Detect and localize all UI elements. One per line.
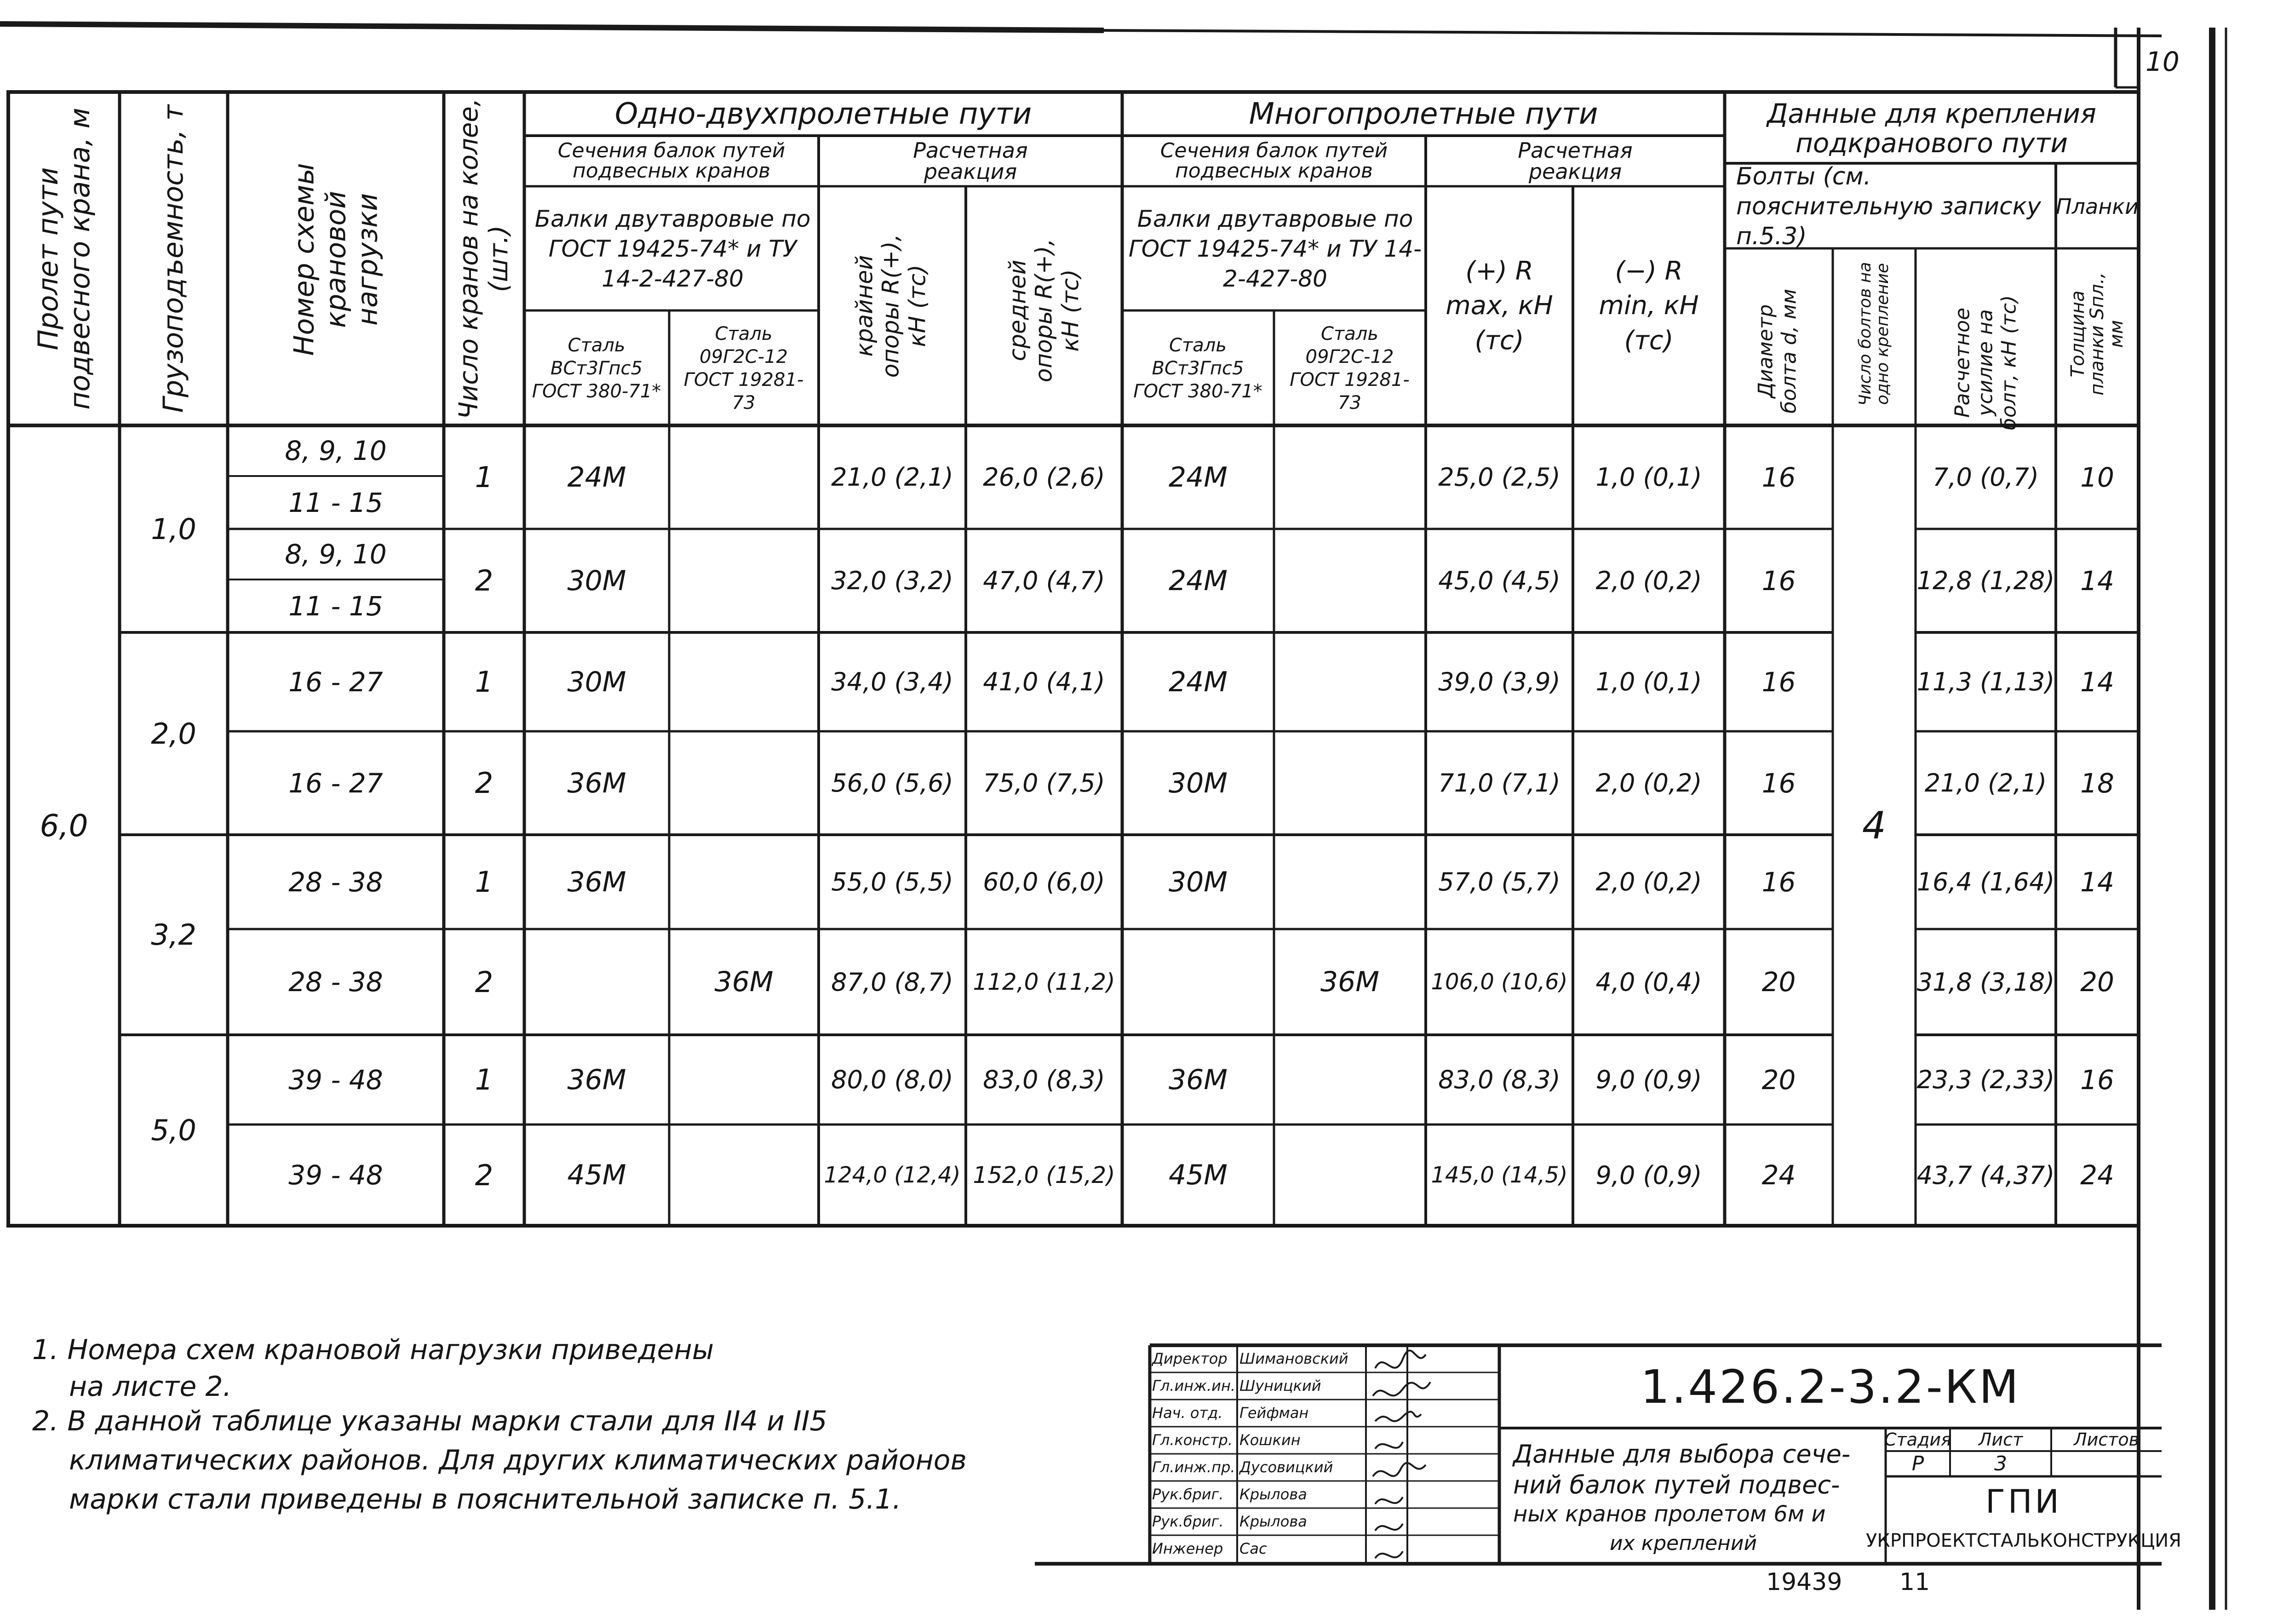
sig-role-3: Нач. отд. bbox=[1152, 1404, 1223, 1422]
stamp-org-abbr: ГПИ bbox=[1985, 1483, 2062, 1521]
row-1-scheme-b: 11 - 15 bbox=[288, 487, 383, 518]
header-r-min: (−) R min, кН (тс) bbox=[1599, 256, 1699, 356]
row-5-s2 bbox=[669, 835, 819, 929]
row-1-force: 7,0 (0,7) bbox=[1932, 463, 2039, 492]
note-2-cont-2: марки стали приведены в пояснительной записке п. 5.1. bbox=[69, 1483, 901, 1515]
capacity-1: 1,0 bbox=[151, 512, 196, 546]
row-4-thick: 18 bbox=[2080, 767, 2114, 799]
sig-name-6: Крылова bbox=[1239, 1486, 1307, 1503]
header-bolt-force: Расчетное усилие на болт, кН (тс) bbox=[1951, 295, 2021, 430]
row-8-scheme: 39 - 48 bbox=[288, 1159, 383, 1191]
header-beam-sections-multi: Сечения балок путей подвесных кранов bbox=[1160, 139, 1388, 183]
row-2-rmax: 45,0 (4,5) bbox=[1438, 566, 1560, 595]
row-4-r-end: 56,0 (5,6) bbox=[831, 769, 953, 798]
header-group-fix: Данные для крепления подкранового пути bbox=[1767, 98, 2096, 159]
row-7-s2 bbox=[669, 1035, 819, 1125]
note-2: 2. В данной таблице указаны марки стали для II4 и II5 bbox=[32, 1405, 827, 1437]
row-8-rmax: 145,0 (14,5) bbox=[1431, 1162, 1568, 1188]
sig-role-5: Гл.инж.пр. bbox=[1152, 1458, 1235, 1476]
row-7-cranes: 1 bbox=[475, 1063, 493, 1096]
bolt-count-value: 4 bbox=[1862, 803, 1887, 848]
row-5-s1: 36М bbox=[567, 866, 626, 898]
header-r-max: (+) R max, кН (тс) bbox=[1446, 256, 1553, 356]
row-4-m1: 30М bbox=[1168, 767, 1228, 799]
row-6-m2: 36М bbox=[1320, 966, 1380, 998]
header-design-reaction: Расчетная реакция bbox=[913, 138, 1028, 184]
sig-name-1: Шимановский bbox=[1239, 1350, 1348, 1367]
row-4-force: 21,0 (2,1) bbox=[1924, 769, 2047, 798]
row-1-rmin: 1,0 (0,1) bbox=[1595, 463, 1702, 492]
row-3-d: 16 bbox=[1761, 666, 1796, 698]
row-4-s1: 36М bbox=[567, 767, 626, 799]
sig-name-4: Кошкин bbox=[1239, 1431, 1301, 1449]
row-2-m2 bbox=[1274, 529, 1426, 632]
row-1-m2 bbox=[1274, 425, 1426, 529]
row-5-force: 16,4 (1,64) bbox=[1916, 867, 2055, 896]
sig-name-3: Гейфман bbox=[1239, 1404, 1309, 1422]
header-cranes: Число кранов на колее, (шт.) bbox=[454, 98, 514, 419]
stamp-title-2: ний балок путей подвес- bbox=[1513, 1470, 1840, 1499]
row-6-scheme: 28 - 38 bbox=[288, 966, 383, 998]
stamp-code: 1.426.2-3.2-КМ bbox=[1640, 1360, 2021, 1414]
sig-name-7: Крылова bbox=[1239, 1513, 1307, 1530]
row-1-r-end: 21,0 (2,1) bbox=[831, 463, 953, 492]
sig-name-2: Шуницкий bbox=[1239, 1377, 1321, 1394]
sig-role-7: Рук.бриг. bbox=[1152, 1513, 1224, 1530]
row-5-cranes: 1 bbox=[475, 865, 493, 899]
row-1-d: 16 bbox=[1761, 461, 1796, 493]
archive-number: 19439 bbox=[1766, 1568, 1842, 1596]
row-2-s1: 30М bbox=[567, 564, 626, 597]
stamp-stage-label: Стадия bbox=[1884, 1429, 1951, 1450]
row-6-cranes: 2 bbox=[475, 965, 493, 999]
row-2-m1: 24М bbox=[1168, 564, 1228, 597]
row-6-rmin: 4,0 (0,4) bbox=[1595, 967, 1702, 997]
stamp-sheet-value: 3 bbox=[1994, 1452, 2007, 1475]
note-1: 1. Номера схем крановой нагрузки приведены bbox=[32, 1334, 714, 1366]
capacity-2: 2,0 bbox=[151, 717, 196, 751]
row-2-s2 bbox=[669, 529, 819, 632]
row-4-rmax: 71,0 (7,1) bbox=[1438, 769, 1560, 798]
capacity-4: 5,0 bbox=[151, 1113, 196, 1147]
row-6-r-mid: 112,0 (11,2) bbox=[973, 969, 1115, 995]
header-beams-gost: Балки двутавровые по ГОСТ 19425-74* и ТУ 14-2-427-80 bbox=[534, 205, 811, 292]
row-6-rmax: 106,0 (10,6) bbox=[1431, 969, 1568, 995]
row-3-rmin: 1,0 (0,1) bbox=[1595, 667, 1702, 696]
row-1-m1: 24М bbox=[1168, 461, 1228, 494]
header-group-single: Одно-двухпролетные пути bbox=[614, 97, 1032, 131]
row-5-d: 16 bbox=[1761, 866, 1796, 898]
row-2-d: 16 bbox=[1761, 565, 1796, 597]
row-1-rmax: 25,0 (2,5) bbox=[1438, 463, 1560, 492]
row-3-scheme: 16 - 27 bbox=[288, 666, 383, 698]
stamp-stage-value: Р bbox=[1911, 1452, 1924, 1475]
header-support-mid: средней опоры R(+), кН (тс) bbox=[1004, 238, 1084, 383]
row-2-scheme-b: 11 - 15 bbox=[288, 590, 383, 622]
header-bolt-diam: Диаметр болта d, мм bbox=[1754, 288, 1801, 414]
header-bolts: Болты (см. пояснительную записку п.5.3) bbox=[1736, 162, 2041, 250]
header-scheme: Номер схемы крановой нагрузки bbox=[288, 163, 384, 356]
sig-role-1: Директор bbox=[1152, 1350, 1228, 1367]
row-8-force: 43,7 (4,37) bbox=[1916, 1160, 2055, 1190]
row-8-r-mid: 152,0 (15,2) bbox=[973, 1162, 1115, 1188]
row-6-thick: 20 bbox=[2080, 966, 2114, 998]
stamp-title-4: их креплений bbox=[1610, 1532, 1757, 1555]
row-4-scheme: 16 - 27 bbox=[288, 767, 383, 799]
row-8-cranes: 2 bbox=[475, 1158, 493, 1192]
row-2-cranes: 2 bbox=[475, 564, 493, 597]
stamp-title-3: ных кранов пролетом 6м и bbox=[1513, 1501, 1826, 1527]
row-7-thick: 16 bbox=[2080, 1064, 2114, 1096]
row-3-r-mid: 41,0 (4,1) bbox=[983, 667, 1105, 696]
row-2-rmin: 2,0 (0,2) bbox=[1595, 566, 1702, 595]
row-4-r-mid: 75,0 (7,5) bbox=[983, 769, 1105, 798]
header-bolt-count: Число болтов на одно крепление bbox=[1856, 262, 1892, 406]
row-2-thick: 14 bbox=[2080, 565, 2114, 597]
row-6-s2: 36М bbox=[714, 966, 774, 998]
stamp-org-name: УКРПРОЕКТСТАЛЬКОНСТРУКЦИЯ bbox=[1866, 1530, 2181, 1551]
row-8-thick: 24 bbox=[2080, 1159, 2114, 1191]
row-6-force: 31,8 (3,18) bbox=[1916, 967, 2055, 997]
row-7-d: 20 bbox=[1761, 1064, 1796, 1096]
row-5-m2 bbox=[1274, 835, 1426, 929]
row-2-scheme-a: 8, 9, 10 bbox=[285, 539, 387, 570]
stamp-sheets-label: Листов bbox=[2074, 1429, 2139, 1450]
span-value: 6,0 bbox=[40, 808, 88, 844]
row-8-m2 bbox=[1274, 1125, 1426, 1226]
row-5-m1: 30М bbox=[1168, 866, 1228, 898]
row-1-s2 bbox=[669, 425, 819, 529]
row-8-d: 24 bbox=[1761, 1159, 1796, 1191]
sig-role-4: Гл.констр. bbox=[1152, 1431, 1233, 1449]
capacity-3: 3,2 bbox=[151, 918, 196, 952]
header-steel-1: Сталь ВСт3Гпс5 ГОСТ 380-71* bbox=[532, 335, 661, 402]
header-span: Пролет пути подвесного крана, м bbox=[32, 108, 96, 410]
note-1-cont: на листе 2. bbox=[69, 1371, 232, 1403]
row-6-m1 bbox=[1122, 929, 1274, 1035]
header-plates: Планки bbox=[2056, 194, 2139, 219]
row-7-scheme: 39 - 48 bbox=[288, 1064, 383, 1096]
header-beam-sections: Сечения балок путей подвесных кранов bbox=[557, 139, 786, 183]
row-3-m1: 24М bbox=[1168, 666, 1228, 698]
row-8-rmin: 9,0 (0,9) bbox=[1595, 1160, 1702, 1190]
row-7-r-mid: 83,0 (8,3) bbox=[983, 1065, 1105, 1094]
row-4-m2 bbox=[1274, 731, 1426, 835]
row-7-rmin: 9,0 (0,9) bbox=[1595, 1065, 1702, 1094]
row-3-thick: 14 bbox=[2080, 666, 2114, 698]
row-8-m1: 45М bbox=[1168, 1159, 1228, 1191]
row-3-cranes: 1 bbox=[475, 665, 493, 699]
header-beams-gost-multi: Балки двутавровые по ГОСТ 19425-74* и ТУ 14-2-427-80 bbox=[1128, 205, 1422, 292]
row-1-cranes: 1 bbox=[475, 460, 493, 494]
row-5-thick: 14 bbox=[2080, 866, 2114, 898]
row-3-s2 bbox=[669, 632, 819, 731]
row-2-r-mid: 47,0 (4,7) bbox=[983, 566, 1105, 595]
row-5-rmin: 2,0 (0,2) bbox=[1595, 867, 1702, 896]
header-capacity: Грузоподъемность, т bbox=[157, 104, 189, 413]
row-8-r-end: 124,0 (12,4) bbox=[824, 1162, 961, 1188]
header-group-multi: Многопролетные пути bbox=[1249, 97, 1598, 131]
row-7-rmax: 83,0 (8,3) bbox=[1438, 1065, 1560, 1094]
row-1-s1: 24М bbox=[567, 461, 626, 494]
row-5-scheme: 28 - 38 bbox=[288, 866, 383, 898]
row-4-rmin: 2,0 (0,2) bbox=[1595, 769, 1702, 798]
row-1-scheme-a: 8, 9, 10 bbox=[285, 435, 387, 466]
sig-name-8: Сас bbox=[1239, 1540, 1267, 1557]
row-3-force: 11,3 (1,13) bbox=[1916, 667, 2055, 696]
sig-role-8: Инженер bbox=[1152, 1540, 1223, 1557]
header-steel-2-multi: Сталь 09Г2С-12 ГОСТ 19281-73 bbox=[1290, 323, 1410, 413]
row-5-r-end: 55,0 (5,5) bbox=[831, 867, 953, 896]
row-5-rmax: 57,0 (5,7) bbox=[1438, 867, 1560, 896]
row-3-m2 bbox=[1274, 632, 1426, 731]
row-2-force: 12,8 (1,28) bbox=[1916, 566, 2055, 595]
row-5-r-mid: 60,0 (6,0) bbox=[983, 867, 1105, 896]
row-4-s2 bbox=[669, 731, 819, 835]
header-support-end: крайней опоры R(+), кН (тс) bbox=[851, 234, 931, 378]
row-7-r-end: 80,0 (8,0) bbox=[831, 1065, 953, 1094]
stamp-title-1: Данные для выбора сече- bbox=[1513, 1440, 1851, 1469]
row-7-s1: 36М bbox=[567, 1063, 626, 1096]
row-8-s2 bbox=[669, 1125, 819, 1226]
row-4-d: 16 bbox=[1761, 767, 1796, 799]
header-steel-1-multi: Сталь ВСт3Гпс5 ГОСТ 380-71* bbox=[1133, 335, 1262, 402]
row-7-force: 23,3 (2,33) bbox=[1916, 1065, 2055, 1094]
row-7-m2 bbox=[1274, 1035, 1426, 1125]
sig-role-6: Рук.бриг. bbox=[1152, 1486, 1224, 1503]
row-1-r-mid: 26,0 (2,6) bbox=[983, 463, 1105, 492]
header-steel-2: Сталь 09Г2С-12 ГОСТ 19281-73 bbox=[683, 323, 804, 413]
archive-mark: 11 bbox=[1899, 1568, 1930, 1596]
row-3-rmax: 39,0 (3,9) bbox=[1438, 667, 1560, 696]
corner-sheet-number: 10 bbox=[2146, 46, 2180, 77]
row-3-r-end: 34,0 (3,4) bbox=[831, 667, 953, 696]
header-design-reaction-multi: Расчетная реакция bbox=[1518, 138, 1633, 184]
row-7-m1: 36М bbox=[1168, 1063, 1228, 1096]
row-1-thick: 10 bbox=[2080, 461, 2114, 493]
stamp-sheet-label: Лист bbox=[1978, 1429, 2023, 1450]
row-2-r-end: 32,0 (3,2) bbox=[831, 566, 953, 595]
sig-role-2: Гл.инж.ин. bbox=[1152, 1377, 1236, 1394]
row-8-s1: 45М bbox=[567, 1159, 626, 1191]
row-6-r-end: 87,0 (8,7) bbox=[831, 967, 953, 997]
row-4-cranes: 2 bbox=[475, 766, 493, 800]
note-2-cont-1: климатических районов. Для других климатических районов bbox=[69, 1444, 967, 1476]
row-3-s1: 30М bbox=[567, 666, 626, 698]
row-6-d: 20 bbox=[1761, 966, 1796, 998]
sig-name-5: Дусовицкий bbox=[1239, 1458, 1333, 1476]
header-plate-thick: Толщина планки Sпл., мм bbox=[2067, 272, 2127, 396]
row-6-s1 bbox=[524, 929, 669, 1035]
